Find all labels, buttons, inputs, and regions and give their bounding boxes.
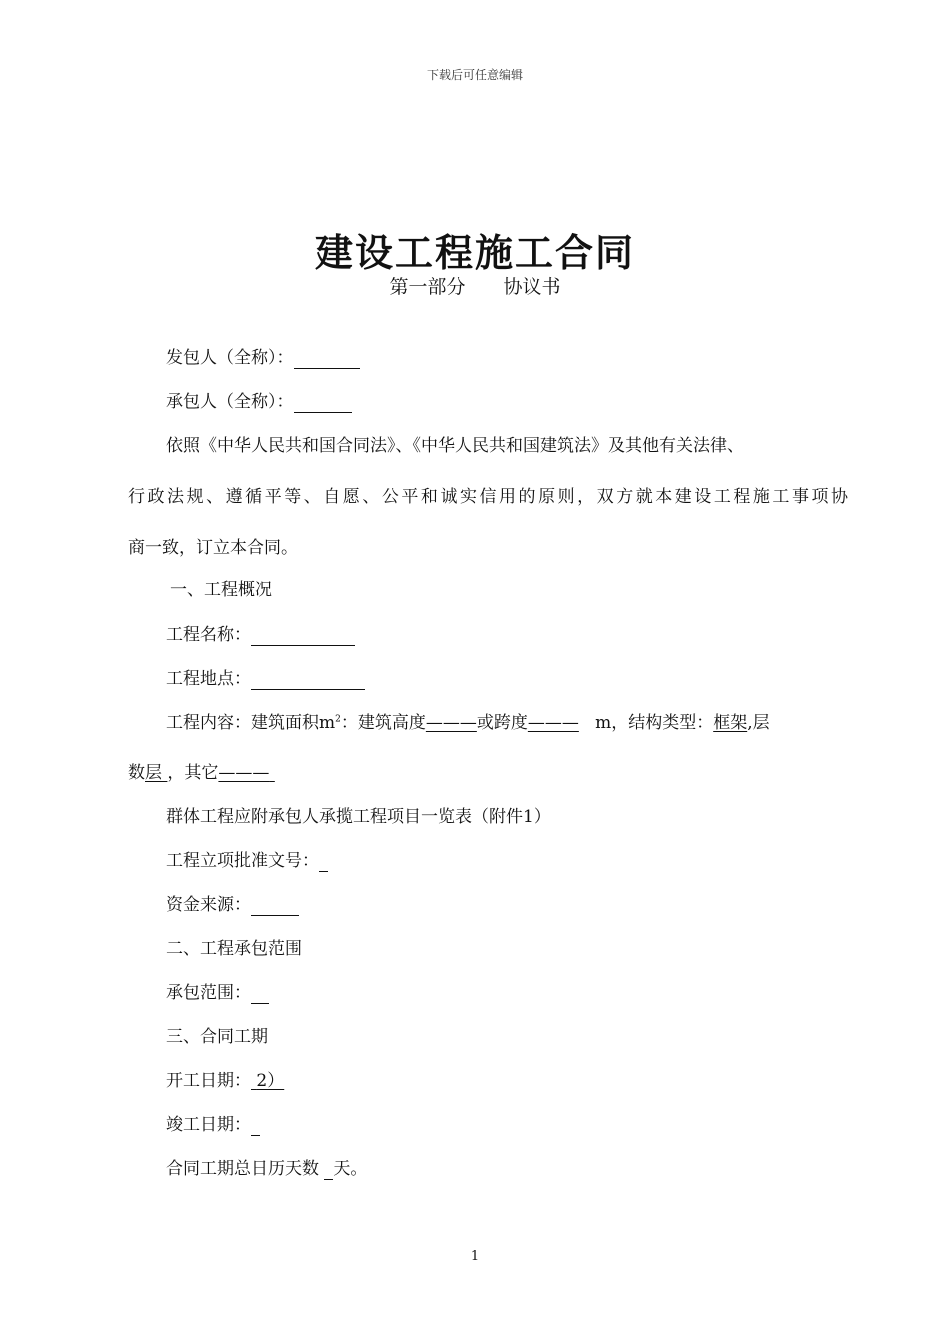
finish-date-line xyxy=(166,1110,260,1136)
contractor-blank xyxy=(294,394,352,413)
document-subtitle xyxy=(0,272,950,299)
employer-blank xyxy=(294,350,360,369)
document-title: 建设工程施工合同 xyxy=(314,230,635,275)
funding-label: 资金来源： xyxy=(166,895,251,915)
intro-line-2: 行政法规、遵循平等、自愿、公平和诚实信用的原则，双方就本建设工程施工事项协 xyxy=(128,487,848,507)
span-label: 或跨度 xyxy=(476,713,528,733)
project-content-line xyxy=(166,708,770,733)
approval-blank xyxy=(319,853,328,872)
other-label: ，其它 xyxy=(167,763,219,783)
page-header: 下载后可任意编辑 xyxy=(426,68,523,82)
contractor-label: 承包人（全称）： xyxy=(166,392,294,412)
approval-line xyxy=(166,846,328,872)
duration-label: 合同工期总日历天数 xyxy=(166,1159,319,1179)
funding-line xyxy=(166,890,299,916)
funding-blank xyxy=(251,897,299,916)
project-name-label: 工程名称： xyxy=(166,625,251,645)
content-unit: m xyxy=(319,713,336,733)
project-location-blank xyxy=(251,671,365,690)
floors-label: ,层 xyxy=(747,713,770,733)
span-value: ——— xyxy=(527,713,579,733)
structure-value: 框架 xyxy=(713,713,748,733)
scope-blank xyxy=(251,985,269,1004)
intro-line-3: 商一致，订立本合同。 xyxy=(128,538,298,558)
intro-line-1: 依照《中华人民共和国合同法》、《中华人民共和国建筑法》及其他有关法律、 xyxy=(166,436,744,456)
content-sup: 2 xyxy=(335,714,341,725)
project-location-label: 工程地点： xyxy=(166,669,251,689)
contractor-line xyxy=(166,387,352,413)
section-2-heading: 二、工程承包范围 xyxy=(166,939,302,959)
duration-unit: 天。 xyxy=(333,1159,368,1179)
start-label: 开工日期： xyxy=(166,1071,251,1091)
floors-line xyxy=(128,758,275,783)
employer-line xyxy=(166,343,360,369)
approval-label: 工程立项批准文号： xyxy=(166,851,319,871)
finish-blank xyxy=(251,1117,260,1136)
height-label: ：建筑高度 xyxy=(340,713,426,733)
employer-label: 发包人（全称）： xyxy=(166,348,294,368)
floors-prefix: 数 xyxy=(128,763,145,783)
height-value: ——— xyxy=(425,713,477,733)
project-location-line xyxy=(166,664,365,690)
section-3-heading: 三、合同工期 xyxy=(166,1027,268,1047)
scope-line xyxy=(166,978,269,1004)
start-value: 2） xyxy=(256,1071,285,1091)
page-number: 1 xyxy=(470,1249,480,1264)
group-project-line: 群体工程应附承包人承揽工程项目一览表（附件1） xyxy=(166,807,551,827)
project-name-line xyxy=(166,620,355,646)
floors-value: 层 xyxy=(145,763,162,783)
subtitle-name: 协议书 xyxy=(503,276,561,298)
structure-label: m，结构类型： xyxy=(595,713,714,733)
content-label: 工程内容：建筑面积 xyxy=(166,713,319,733)
subtitle-part: 第一部分 xyxy=(389,276,466,298)
section-1-heading: 一、工程概况 xyxy=(170,580,272,600)
start-date-line xyxy=(166,1066,284,1091)
scope-label: 承包范围： xyxy=(166,983,251,1003)
other-value: ——— xyxy=(218,763,270,783)
finish-label: 竣工日期： xyxy=(166,1115,251,1135)
duration-line xyxy=(166,1154,367,1180)
project-name-blank xyxy=(251,627,355,646)
